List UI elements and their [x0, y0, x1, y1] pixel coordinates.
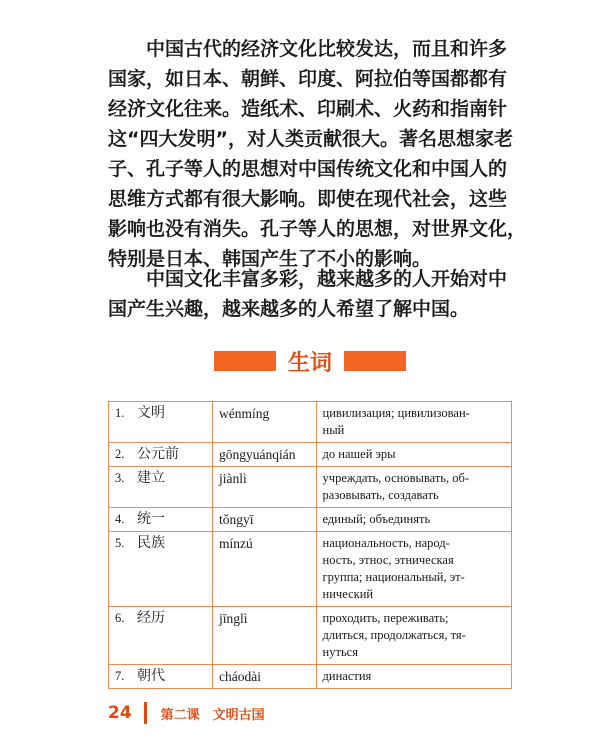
paragraph-line: 子、孔子等人的思想对中国传统文化和中国人的	[108, 158, 508, 180]
paragraph-line: 国家，如日本、朝鲜、印度、阿拉伯等国都都有	[108, 68, 508, 90]
page-footer	[108, 702, 265, 724]
vocab-pinyin: mínzú	[212, 532, 316, 607]
vocab-row	[109, 665, 512, 689]
vocab-word-cell	[109, 508, 213, 532]
vocab-translation	[316, 607, 511, 665]
translation-line: цивилизация; цивилизован-	[322, 406, 470, 420]
vocab-heading	[210, 346, 410, 376]
vocab-translation	[316, 467, 511, 508]
vocab-number: 7.	[115, 669, 125, 683]
vocab-number: 5.	[115, 536, 125, 550]
vocab-table	[108, 401, 512, 689]
translation-line: национальность, народ-	[322, 536, 450, 550]
paragraph-2	[108, 264, 528, 324]
vocab-pinyin: jīnglì	[212, 607, 316, 665]
vocab-row	[109, 443, 512, 467]
paragraph-1	[108, 34, 528, 274]
vocab-pinyin: jiànlì	[212, 467, 316, 508]
vocab-word: 公元前	[137, 446, 179, 462]
paragraph-line: 中国古代的经济文化比较发达，而且和许多	[146, 38, 508, 60]
translation-line: ный	[322, 423, 345, 437]
vocab-number: 3.	[115, 471, 125, 485]
translation-line: нический	[322, 587, 374, 601]
vocab-pinyin: cháodài	[212, 665, 316, 689]
paragraph-line: 中国文化丰富多彩，越来越多的人开始对中	[146, 268, 508, 290]
vocab-pinyin: tǒngyī	[212, 508, 316, 532]
vocab-word-cell	[109, 665, 213, 689]
translation-line: длиться, продолжаться, тя-	[322, 628, 466, 642]
vocab-pinyin: wénmíng	[212, 402, 316, 443]
vocab-row	[109, 467, 512, 508]
vocab-row	[109, 402, 512, 443]
vocab-translation	[316, 443, 511, 467]
paragraph-line: 影响也没有消失。孔子等人的思想，对世界文化，	[108, 218, 527, 240]
translation-line: учреждать, основывать, об-	[322, 471, 470, 485]
paragraph-line: 这“四大发明”，对人类贡献很大。著名思想家老	[108, 128, 513, 150]
vocab-number: 2.	[115, 447, 125, 461]
paragraph-line: 思维方式都有很大影响。即使在现代社会，这些	[108, 188, 508, 210]
vocab-translation	[316, 402, 511, 443]
translation-line: проходить, переживать;	[322, 611, 449, 625]
translation-line: династия	[322, 669, 372, 683]
heading-bar-right	[344, 351, 406, 371]
vocab-number: 1.	[115, 406, 125, 420]
paragraph-line: 经济文化往来。造纸术、印刷术、火药和指南针	[108, 98, 508, 120]
vocab-translation	[316, 508, 511, 532]
translation-line: ность, этнос, этническая	[322, 553, 454, 567]
vocab-heading-title: 生词	[287, 350, 332, 376]
heading-bar-left	[214, 351, 276, 371]
vocab-word-cell	[109, 607, 213, 665]
footer-divider	[144, 702, 147, 724]
vocab-word: 统一	[137, 511, 165, 527]
vocab-row	[109, 607, 512, 665]
vocab-word: 朝代	[137, 668, 165, 684]
vocab-word: 民族	[137, 535, 165, 551]
vocab-translation	[316, 665, 511, 689]
paragraph-line: 国产生兴趣，越来越多的人希望了解中国。	[108, 298, 470, 320]
translation-line: группа; национальный, эт-	[322, 570, 465, 584]
vocab-pinyin: gōngyuánqián	[212, 443, 316, 467]
vocab-word-cell	[109, 443, 213, 467]
vocab-number: 4.	[115, 512, 125, 526]
vocab-word: 经历	[137, 610, 165, 626]
vocab-row	[109, 532, 512, 607]
translation-line: нуться	[322, 645, 358, 659]
paragraph-line: 特别是日本、韩国产生了不小的影响。	[108, 248, 432, 270]
translation-line: до нашей эры	[322, 447, 396, 461]
vocab-number: 6.	[115, 611, 125, 625]
vocab-word: 建立	[137, 470, 165, 486]
lesson-title: 第二课 文明古国	[160, 707, 265, 723]
vocab-word-cell	[109, 467, 213, 508]
translation-line: единый; объединять	[322, 512, 431, 526]
translation-line: разовывать, создавать	[322, 488, 439, 502]
vocab-word: 文明	[137, 405, 165, 421]
vocab-translation	[316, 532, 511, 607]
page-number: 24	[108, 703, 132, 723]
vocab-row	[109, 508, 512, 532]
vocab-word-cell	[109, 402, 213, 443]
vocab-word-cell	[109, 532, 213, 607]
